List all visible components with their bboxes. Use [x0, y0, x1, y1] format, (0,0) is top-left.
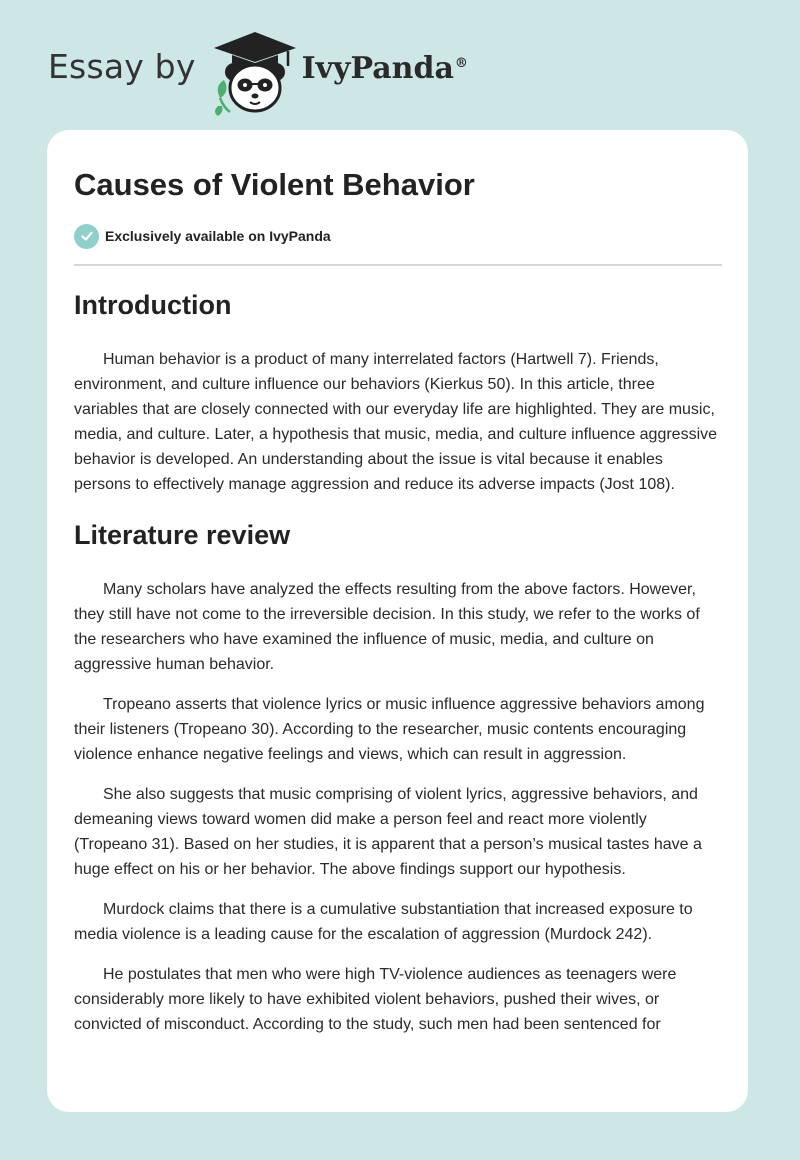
paragraph: She also suggests that music comprising of violent lyrics, aggressive behaviors, and demeaning views toward women did make a person feel and react more violently (Tropeano 31). Based on her studies, it is apparent that a person’s musical tastes have a huge effect on his or her behavior. The above findings support our hypothesis. [74, 786, 702, 878]
exclusive-badge [74, 223, 722, 249]
essay-title: Causes of Violent Behavior [74, 167, 475, 202]
brand-header [48, 28, 468, 116]
paragraph: He postulates that men who were high TV-violence audiences as teenagers were considerably more likely to have exhibited violent behaviors, pushed their wives, or convicted of misconduct. According to the study, such men had been sentenced for [74, 966, 677, 1033]
divider [74, 264, 722, 266]
paragraph: Murdock claims that there is a cumulative substantiation that increased exposure to media violence is a leading cause for the escalation of aggression (Murdock 242). [74, 901, 693, 943]
panda-logo-icon[interactable] [210, 28, 300, 116]
section-heading-introduction: Introduction [74, 290, 232, 320]
brand-prefix: Essay by [48, 46, 196, 86]
paragraph: Many scholars have analyzed the effects resulting from the above factors. However, they still have not come to the irreversible decision. In this study, we refer to the works of the researchers who have examined the influence of music, media, and culture on aggressive human behavior. [74, 581, 700, 673]
check-icon [74, 224, 99, 249]
essay-card [47, 130, 748, 1112]
paragraph: Human behavior is a product of many interrelated factors (Hartwell 7). Friends, environment, and culture influence our behaviors (Kierkus 50). In this article, three variables that are closely connected with our everyday life are highlighted. They are music, media, and culture. Later, a hypothesis that music, media, and culture influence aggressive behavior is developed. An understanding about the issue is vital because it enables persons to effectively manage aggression and reduce its adverse impacts (Jost 108). [74, 351, 718, 493]
section-heading-literature-review: Literature review [74, 520, 291, 550]
registered-mark: ® [454, 55, 468, 71]
brand-name: IvyPanda® [301, 50, 468, 86]
exclusive-badge-text: Exclusively available on IvyPanda [105, 228, 331, 244]
paragraph: Tropeano asserts that violence lyrics or music influence aggressive behaviors among their listeners (Tropeano 30). According to the researcher, music contents encouraging violence enhance negative feelings and views, which can result in aggression. [74, 696, 705, 763]
